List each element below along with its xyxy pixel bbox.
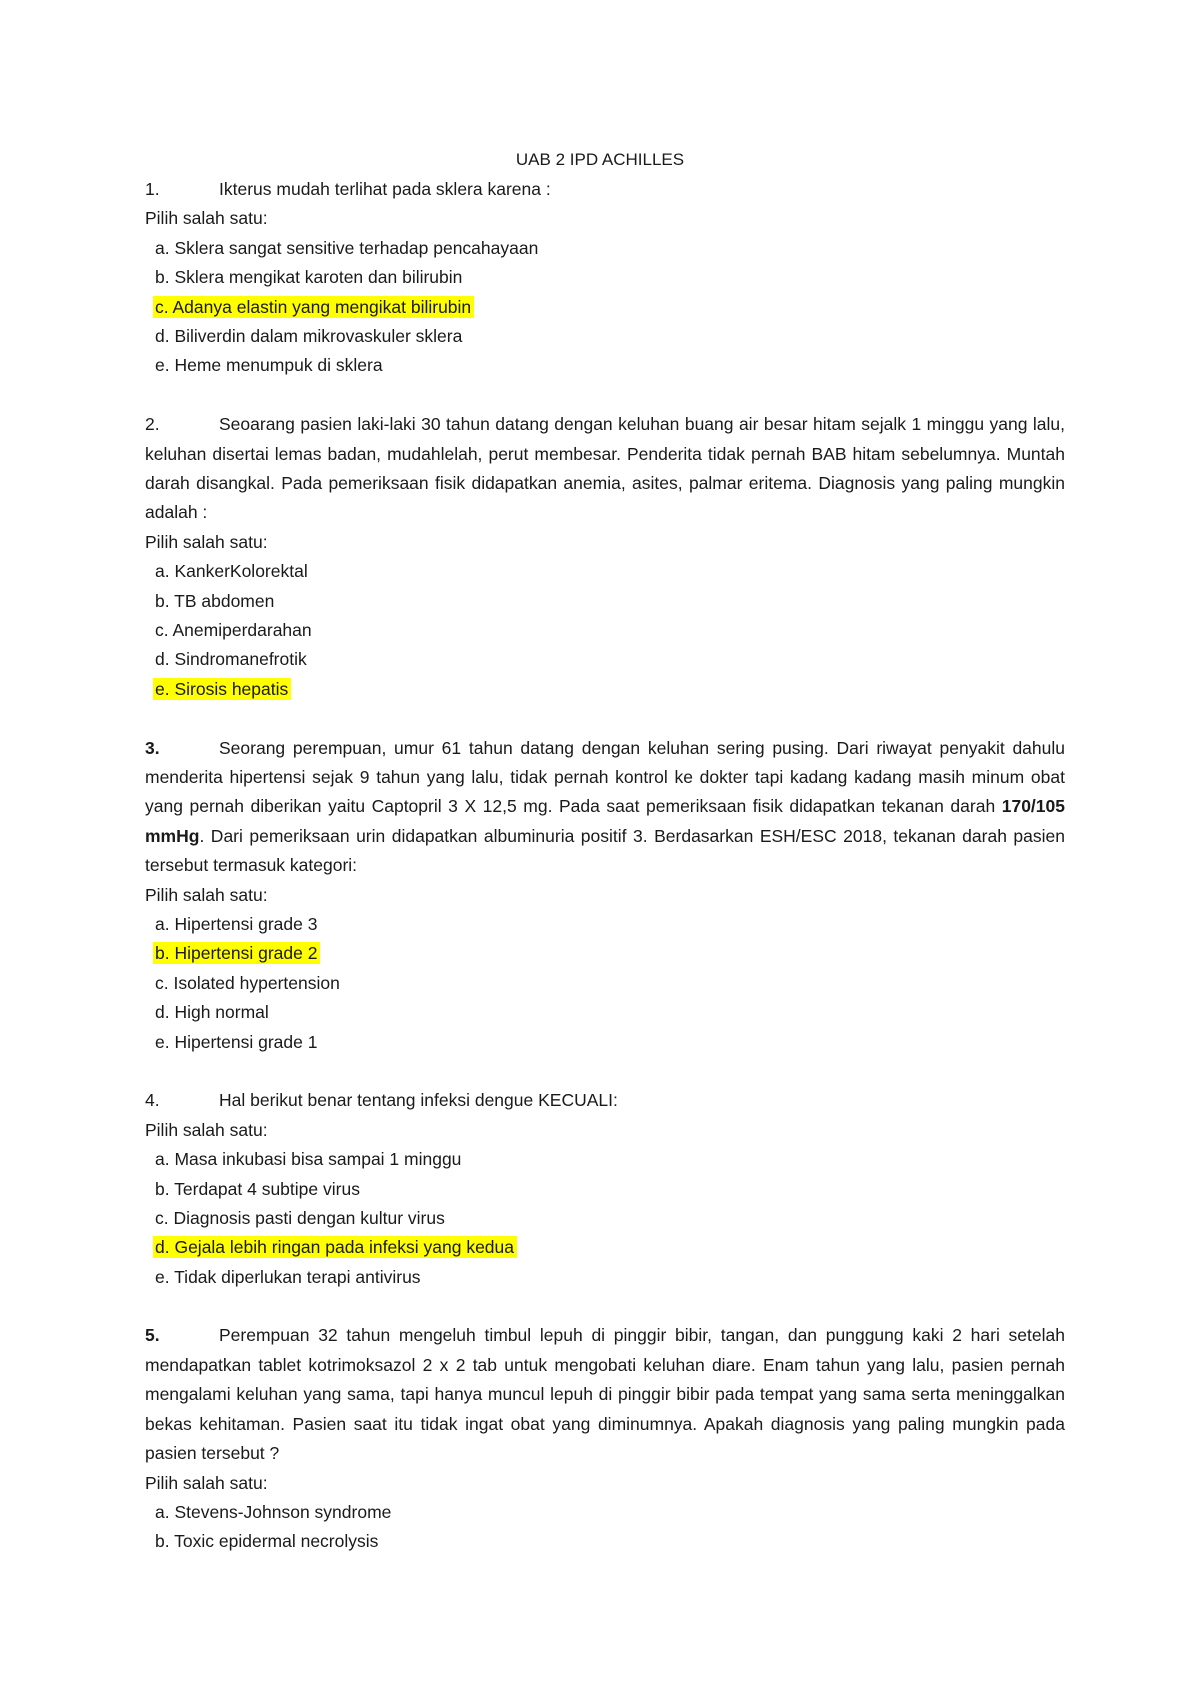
answer-options [145, 1145, 1065, 1292]
document-title: UAB 2 IPD ACHILLES [515, 150, 685, 169]
question-text: Seoarang pasien laki-laki 30 tahun datang dengan keluhan buang air besar hitam sejalk 1 minggu yang lalu, keluhan disertai lemas badan, mudahlelah, perut membesar. Penderita tidak pernah BAB hitam sebelumnya. Muntah darah disangkal. Pada pemeriksaan fisik didapatkan anemia, asites, palmar eritema. Diagnosis yang paling mungkin adalah : [145, 414, 1065, 523]
spacer [145, 381, 1065, 410]
spacer [145, 1292, 1065, 1321]
answer-option[interactable] [145, 616, 1065, 645]
option-text: c. Isolated hypertension [155, 972, 340, 993]
question-number: 2. [145, 414, 160, 435]
answer-option[interactable] [145, 1145, 1065, 1174]
answer-option[interactable] [145, 322, 1065, 351]
answer-option[interactable] [145, 1028, 1065, 1057]
option-text: a. KankerKolorektal [155, 561, 308, 582]
option-text: b. Toxic epidermal necrolysis [155, 1531, 379, 1552]
question-stem [145, 734, 1065, 881]
option-text: b. TB abdomen [155, 590, 275, 611]
option-text: d. Biliverdin dalam mikrovaskuler sklera [155, 325, 463, 346]
answer-options [145, 910, 1065, 1057]
blood-pressure-value: 170/105 mmHg [145, 796, 1065, 846]
spacer [145, 704, 1065, 733]
question-stem [145, 410, 1065, 528]
question-stem [145, 1321, 1065, 1468]
answer-option[interactable] [145, 263, 1065, 292]
answer-option[interactable] [145, 939, 1065, 968]
question-text: Seorang perempuan, umur 61 tahun datang dengan keluhan sering pusing. Dari riwayat penyakit dahulu menderita hipertensi sejak 9 tahun yang lalu, tidak pernah kontrol ke dokter tapi kadang kadang masih minum obat yang pernah diberikan yaitu Captopril 3 X 12,5 mg. Pada saat pemeriksaan fisik didapatkan tekanan darah [145, 737, 1065, 817]
question-text: Perempuan 32 tahun mengeluh timbul lepuh di pinggir bibir, tangan, dan punggung kaki 2 hari setelah mendapatkan tablet kotrimoksazol 2 x 2 tab untuk mengobati keluhan diare. Enam tahun yang lalu, pasien pernah mengalami keluhan yang sama, tapi hanya muncul lepuh di pinggir bibir pada tempat yang sama serta meninggalkan bekas kehitaman. Pasien saat itu tidak ingat obat yang diminumnya. Apakah diagnosis yang paling mungkin pada pasien tersebut ? [145, 1325, 1065, 1464]
answer-options [145, 1498, 1065, 1557]
answer-option[interactable] [145, 1498, 1065, 1527]
option-text: e. Hipertensi grade 1 [155, 1031, 318, 1052]
answer-option[interactable] [145, 1263, 1065, 1292]
option-text: e. Heme menumpuk di sklera [155, 355, 383, 376]
option-text: c. Diagnosis pasti dengan kultur virus [155, 1207, 445, 1228]
option-text: c. Adanya elastin yang mengikat bilirubin [153, 296, 474, 318]
answer-prompt: Pilih salah satu: [145, 884, 268, 905]
answer-prompt: Pilih salah satu: [145, 531, 268, 552]
option-text: a. Stevens-Johnson syndrome [155, 1501, 392, 1522]
answer-option[interactable] [145, 1204, 1065, 1233]
question-text: Ikterus mudah terlihat pada sklera karena : [219, 179, 551, 199]
option-text: b. Sklera mengikat karoten dan bilirubin [155, 267, 463, 288]
question-text: Hal berikut benar tentang infeksi dengue KECUALI: [219, 1090, 618, 1111]
option-text: d. Sindromanefrotik [155, 649, 307, 670]
question-stem [145, 175, 1065, 204]
answer-option[interactable] [145, 587, 1065, 616]
answer-option[interactable] [145, 293, 1065, 322]
answer-option[interactable] [145, 557, 1065, 586]
option-text: a. Masa inkubasi bisa sampai 1 minggu [155, 1149, 462, 1170]
question-number: 3. [145, 737, 160, 758]
question-5 [145, 1321, 1065, 1556]
answer-option[interactable] [145, 675, 1065, 704]
question-1 [145, 175, 1065, 381]
option-text: e. Tidak diperlukan terapi antivirus [155, 1266, 421, 1287]
answer-option[interactable] [145, 969, 1065, 998]
answer-option[interactable] [145, 1233, 1065, 1262]
answer-options [145, 557, 1065, 704]
answer-option[interactable] [145, 645, 1065, 674]
question-text-continued: . Dari pemeriksaan urin didapatkan albuminuria positif 3. Berdasarkan ESH/ESC 2018, tekanan darah pasien tersebut termasuk kategori: [145, 825, 1065, 876]
answer-option[interactable] [145, 1527, 1065, 1556]
question-2 [145, 410, 1065, 704]
option-text: b. Hipertensi grade 2 [153, 942, 320, 964]
answer-option[interactable] [145, 1175, 1065, 1204]
answer-option[interactable] [145, 234, 1065, 263]
option-text: c. Anemiperdarahan [155, 619, 312, 640]
option-text: e. Sirosis hepatis [153, 678, 291, 700]
option-text: d. High normal [155, 1002, 269, 1023]
question-4 [145, 1086, 1065, 1292]
option-text: a. Sklera sangat sensitive terhadap pencahayaan [155, 237, 539, 258]
question-3 [145, 734, 1065, 1057]
question-stem [145, 1086, 1065, 1115]
question-number: 4. [145, 1090, 160, 1111]
answer-options [145, 234, 1065, 381]
option-text: d. Gejala lebih ringan pada infeksi yang kedua [153, 1236, 517, 1258]
answer-option[interactable] [145, 998, 1065, 1027]
answer-prompt: Pilih salah satu: [145, 1472, 268, 1493]
spacer [145, 1057, 1065, 1086]
question-number: 1. [145, 179, 160, 199]
answer-prompt: Pilih salah satu: [145, 208, 268, 229]
question-number: 5. [145, 1325, 160, 1346]
document-body [145, 175, 1065, 1557]
option-text: b. Terdapat 4 subtipe virus [155, 1178, 360, 1199]
answer-option[interactable] [145, 910, 1065, 939]
answer-option[interactable] [145, 351, 1065, 380]
option-text: a. Hipertensi grade 3 [155, 913, 318, 934]
answer-prompt: Pilih salah satu: [145, 1119, 268, 1140]
